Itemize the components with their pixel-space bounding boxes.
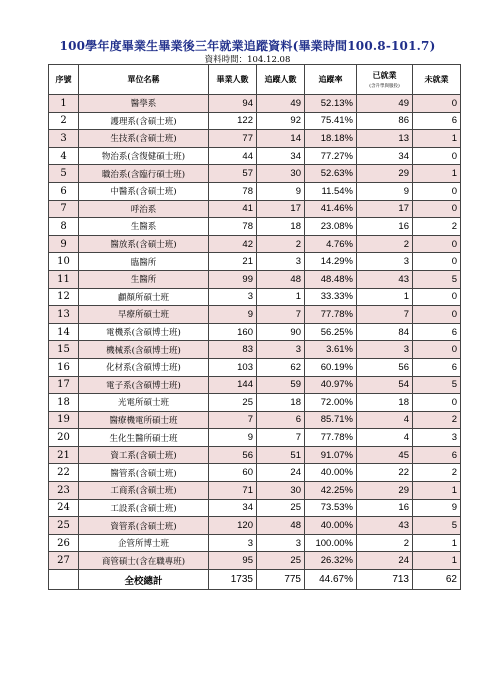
- cell-tracked: 59: [257, 376, 305, 394]
- table-row: [49, 429, 461, 447]
- cell-employed: 4: [357, 429, 413, 447]
- cell-grads: 3: [209, 288, 257, 306]
- cell-employed: 4: [357, 411, 413, 429]
- cell-rate: 77.78%: [305, 429, 357, 447]
- cell-name: 護理系(含碩士班): [79, 112, 209, 130]
- cell-unemployed: 0: [413, 200, 461, 218]
- cell-tracked: 7: [257, 306, 305, 324]
- cell-unemployed: 2: [413, 411, 461, 429]
- cell-unemployed: 0: [413, 147, 461, 165]
- cell-employed: 3: [357, 341, 413, 359]
- cell-employed: 13: [357, 130, 413, 148]
- cell-no: 1: [49, 95, 79, 113]
- table-row: [49, 218, 461, 236]
- cell-rate: 77.78%: [305, 306, 357, 324]
- cell-rate: 91.07%: [305, 446, 357, 464]
- header-grads: 畢業人數: [209, 65, 257, 95]
- cell-grads: 34: [209, 499, 257, 517]
- table-row: [49, 358, 461, 376]
- cell-no: 5: [49, 165, 79, 183]
- table-row: [49, 130, 461, 148]
- cell-tracked: 48: [257, 270, 305, 288]
- table-row: [49, 394, 461, 412]
- cell-name: 生醫所: [79, 270, 209, 288]
- header-tracked: 追蹤人數: [257, 65, 305, 95]
- cell-unemployed: 9: [413, 499, 461, 517]
- cell-name: 醫療機電所碩士班: [79, 411, 209, 429]
- table-row: [49, 182, 461, 200]
- cell-unemployed: 6: [413, 323, 461, 341]
- employment-table: [48, 64, 461, 590]
- cell-no: 3: [49, 130, 79, 148]
- cell-rate: 85.71%: [305, 411, 357, 429]
- table-row: [49, 499, 461, 517]
- cell-name: 商管碩士(含在職專班): [79, 552, 209, 570]
- cell-name: 早療所碩士班: [79, 306, 209, 324]
- cell-employed: 2: [357, 235, 413, 253]
- cell-grads: 122: [209, 112, 257, 130]
- table-row: [49, 200, 461, 218]
- cell-grads: 144: [209, 376, 257, 394]
- cell-tracked: 2: [257, 235, 305, 253]
- cell-rate: 14.29%: [305, 253, 357, 271]
- cell-tracked: 9: [257, 182, 305, 200]
- cell-name: 工設系(含碩士班): [79, 499, 209, 517]
- cell-name: 臨醫所: [79, 253, 209, 271]
- header-employed: [357, 65, 413, 95]
- cell-rate: 3.61%: [305, 341, 357, 359]
- cell-tracked: 24: [257, 464, 305, 482]
- cell-tracked: 3: [257, 253, 305, 271]
- cell-no: 20: [49, 429, 79, 447]
- cell-name: 工商系(含碩士班): [79, 482, 209, 500]
- cell-unemployed: 0: [413, 182, 461, 200]
- cell-rate: 26.32%: [305, 552, 357, 570]
- cell-employed: 22: [357, 464, 413, 482]
- cell-tracked: 51: [257, 446, 305, 464]
- cell-no: 22: [49, 464, 79, 482]
- cell-rate: 100.00%: [305, 534, 357, 552]
- cell-no: 2: [49, 112, 79, 130]
- cell-grads: 94: [209, 95, 257, 113]
- cell-grads: 44: [209, 147, 257, 165]
- cell-grads: 99: [209, 270, 257, 288]
- cell-no: 10: [49, 253, 79, 271]
- cell-tracked: 49: [257, 95, 305, 113]
- cell-employed: 9: [357, 182, 413, 200]
- cell-name: 醫學系: [79, 95, 209, 113]
- total-employed: 713: [357, 570, 413, 590]
- cell-unemployed: 0: [413, 341, 461, 359]
- cell-grads: 83: [209, 341, 257, 359]
- cell-no: 24: [49, 499, 79, 517]
- total-tracked: 775: [257, 570, 305, 590]
- cell-unemployed: 6: [413, 358, 461, 376]
- cell-tracked: 3: [257, 534, 305, 552]
- cell-tracked: 17: [257, 200, 305, 218]
- cell-unemployed: 3: [413, 429, 461, 447]
- cell-grads: 21: [209, 253, 257, 271]
- cell-grads: 9: [209, 429, 257, 447]
- cell-no: 16: [49, 358, 79, 376]
- cell-no: 15: [49, 341, 79, 359]
- cell-employed: 29: [357, 165, 413, 183]
- cell-grads: 42: [209, 235, 257, 253]
- cell-employed: 3: [357, 253, 413, 271]
- cell-name: 企管所博士班: [79, 534, 209, 552]
- cell-name: 資管系(含碩士班): [79, 517, 209, 535]
- table-row: [49, 235, 461, 253]
- cell-name: 醫管系(含碩士班): [79, 464, 209, 482]
- cell-name: 顱顏所碩士班: [79, 288, 209, 306]
- cell-no: 11: [49, 270, 79, 288]
- cell-rate: 4.76%: [305, 235, 357, 253]
- total-grads: 1735: [209, 570, 257, 590]
- cell-employed: 16: [357, 499, 413, 517]
- cell-tracked: 62: [257, 358, 305, 376]
- cell-rate: 48.48%: [305, 270, 357, 288]
- cell-grads: 7: [209, 411, 257, 429]
- cell-grads: 3: [209, 534, 257, 552]
- cell-no: 19: [49, 411, 79, 429]
- cell-name: 化材系(含碩博士班): [79, 358, 209, 376]
- cell-no: 26: [49, 534, 79, 552]
- cell-unemployed: 1: [413, 552, 461, 570]
- cell-grads: 41: [209, 200, 257, 218]
- table-row: [49, 446, 461, 464]
- cell-employed: 18: [357, 394, 413, 412]
- cell-employed: 24: [357, 552, 413, 570]
- cell-grads: 9: [209, 306, 257, 324]
- table-row: [49, 376, 461, 394]
- cell-rate: 18.18%: [305, 130, 357, 148]
- cell-rate: 72.00%: [305, 394, 357, 412]
- cell-unemployed: 0: [413, 235, 461, 253]
- cell-employed: 54: [357, 376, 413, 394]
- header-unemployed: 未就業: [413, 65, 461, 95]
- cell-unemployed: 5: [413, 517, 461, 535]
- cell-tracked: 6: [257, 411, 305, 429]
- cell-employed: 1: [357, 288, 413, 306]
- table-row: [49, 253, 461, 271]
- cell-employed: 45: [357, 446, 413, 464]
- cell-tracked: 18: [257, 394, 305, 412]
- cell-tracked: 14: [257, 130, 305, 148]
- cell-employed: 56: [357, 358, 413, 376]
- cell-no: 23: [49, 482, 79, 500]
- cell-rate: 73.53%: [305, 499, 357, 517]
- cell-tracked: 18: [257, 218, 305, 236]
- header-name: 單位名稱: [79, 65, 209, 95]
- cell-no: 9: [49, 235, 79, 253]
- cell-rate: 52.63%: [305, 165, 357, 183]
- table-row: [49, 517, 461, 535]
- table-row: [49, 112, 461, 130]
- cell-unemployed: 0: [413, 95, 461, 113]
- cell-tracked: 7: [257, 429, 305, 447]
- cell-rate: 60.19%: [305, 358, 357, 376]
- cell-rate: 56.25%: [305, 323, 357, 341]
- data-date: 資料時間：104.12.08: [204, 55, 291, 65]
- cell-rate: 42.25%: [305, 482, 357, 500]
- cell-employed: 17: [357, 200, 413, 218]
- total-label: 全校總計: [79, 570, 209, 590]
- table-body: [49, 95, 461, 590]
- cell-name: 機械系(含碩博士班): [79, 341, 209, 359]
- cell-grads: 120: [209, 517, 257, 535]
- table-row: [49, 288, 461, 306]
- cell-tracked: 1: [257, 288, 305, 306]
- cell-no: 14: [49, 323, 79, 341]
- cell-no: 8: [49, 218, 79, 236]
- cell-employed: 2: [357, 534, 413, 552]
- cell-unemployed: 1: [413, 165, 461, 183]
- cell-name: 資工系(含碩士班): [79, 446, 209, 464]
- cell-name: 生醫系: [79, 218, 209, 236]
- cell-unemployed: 1: [413, 534, 461, 552]
- table-row: [49, 165, 461, 183]
- cell-rate: 23.08%: [305, 218, 357, 236]
- total-rate: 44.67%: [305, 570, 357, 590]
- cell-tracked: 30: [257, 165, 305, 183]
- cell-grads: 77: [209, 130, 257, 148]
- header-row: [49, 65, 461, 95]
- table-row: [49, 482, 461, 500]
- table-row: [49, 147, 461, 165]
- cell-grads: 25: [209, 394, 257, 412]
- cell-unemployed: 2: [413, 218, 461, 236]
- header-employed-label: 已就業: [372, 70, 397, 80]
- cell-unemployed: 6: [413, 112, 461, 130]
- cell-rate: 40.00%: [305, 464, 357, 482]
- table-row: [49, 464, 461, 482]
- cell-tracked: 3: [257, 341, 305, 359]
- cell-unemployed: 5: [413, 270, 461, 288]
- table-row: [49, 306, 461, 324]
- total-unemployed: 62: [413, 570, 461, 590]
- cell-grads: 71: [209, 482, 257, 500]
- cell-employed: 43: [357, 270, 413, 288]
- cell-name: 生化生醫所碩士班: [79, 429, 209, 447]
- cell-unemployed: 1: [413, 482, 461, 500]
- table-row: [49, 95, 461, 113]
- cell-no: 6: [49, 182, 79, 200]
- cell-name: 電子系(含碩博士班): [79, 376, 209, 394]
- cell-rate: 40.00%: [305, 517, 357, 535]
- table-row: [49, 270, 461, 288]
- cell-tracked: 34: [257, 147, 305, 165]
- cell-employed: 86: [357, 112, 413, 130]
- table-row: [49, 534, 461, 552]
- cell-employed: 43: [357, 517, 413, 535]
- cell-name: 物治系(含復健碩士班): [79, 147, 209, 165]
- table-row: [49, 323, 461, 341]
- cell-name: 呼治系: [79, 200, 209, 218]
- cell-unemployed: 0: [413, 306, 461, 324]
- cell-grads: 56: [209, 446, 257, 464]
- cell-no: 7: [49, 200, 79, 218]
- cell-employed: 49: [357, 95, 413, 113]
- cell-no: 21: [49, 446, 79, 464]
- cell-no: 27: [49, 552, 79, 570]
- cell-unemployed: 5: [413, 376, 461, 394]
- cell-grads: 78: [209, 218, 257, 236]
- cell-tracked: 25: [257, 552, 305, 570]
- cell-rate: 40.97%: [305, 376, 357, 394]
- page-title: 100學年度畢業生畢業後三年就業追蹤資料(畢業時間100.8-101.7): [59, 39, 436, 53]
- cell-name: 電機系(含碩博士班): [79, 323, 209, 341]
- cell-grads: 60: [209, 464, 257, 482]
- cell-no: 18: [49, 394, 79, 412]
- cell-grads: 103: [209, 358, 257, 376]
- header-rate: 追蹤率: [305, 65, 357, 95]
- cell-rate: 41.46%: [305, 200, 357, 218]
- header-employed-note: (含升學與服役): [369, 84, 400, 89]
- cell-rate: 75.41%: [305, 112, 357, 130]
- cell-no: 13: [49, 306, 79, 324]
- cell-employed: 16: [357, 218, 413, 236]
- cell-no: 25: [49, 517, 79, 535]
- cell-employed: 29: [357, 482, 413, 500]
- total-no: [49, 570, 79, 590]
- table-row: [49, 411, 461, 429]
- cell-name: 生技系(含碩士班): [79, 130, 209, 148]
- cell-unemployed: 0: [413, 394, 461, 412]
- cell-name: 光電所碩士班: [79, 394, 209, 412]
- cell-name: 醫放系(含碩士班): [79, 235, 209, 253]
- cell-unemployed: 0: [413, 288, 461, 306]
- cell-unemployed: 0: [413, 253, 461, 271]
- cell-unemployed: 6: [413, 446, 461, 464]
- cell-unemployed: 2: [413, 464, 461, 482]
- cell-no: 12: [49, 288, 79, 306]
- cell-grads: 78: [209, 182, 257, 200]
- cell-tracked: 25: [257, 499, 305, 517]
- cell-unemployed: 1: [413, 130, 461, 148]
- cell-no: 17: [49, 376, 79, 394]
- cell-no: 4: [49, 147, 79, 165]
- cell-name: 中醫系(含碩士班): [79, 182, 209, 200]
- cell-tracked: 90: [257, 323, 305, 341]
- cell-employed: 84: [357, 323, 413, 341]
- cell-grads: 95: [209, 552, 257, 570]
- cell-employed: 34: [357, 147, 413, 165]
- cell-rate: 52.13%: [305, 95, 357, 113]
- cell-tracked: 30: [257, 482, 305, 500]
- cell-grads: 57: [209, 165, 257, 183]
- table-row: [49, 341, 461, 359]
- total-row: [49, 570, 461, 590]
- cell-employed: 7: [357, 306, 413, 324]
- header-no: 序號: [49, 65, 79, 95]
- cell-grads: 160: [209, 323, 257, 341]
- cell-rate: 11.54%: [305, 182, 357, 200]
- cell-rate: 33.33%: [305, 288, 357, 306]
- cell-name: 職治系(含臨行碩士班): [79, 165, 209, 183]
- table-row: [49, 552, 461, 570]
- cell-rate: 77.27%: [305, 147, 357, 165]
- cell-tracked: 48: [257, 517, 305, 535]
- cell-tracked: 92: [257, 112, 305, 130]
